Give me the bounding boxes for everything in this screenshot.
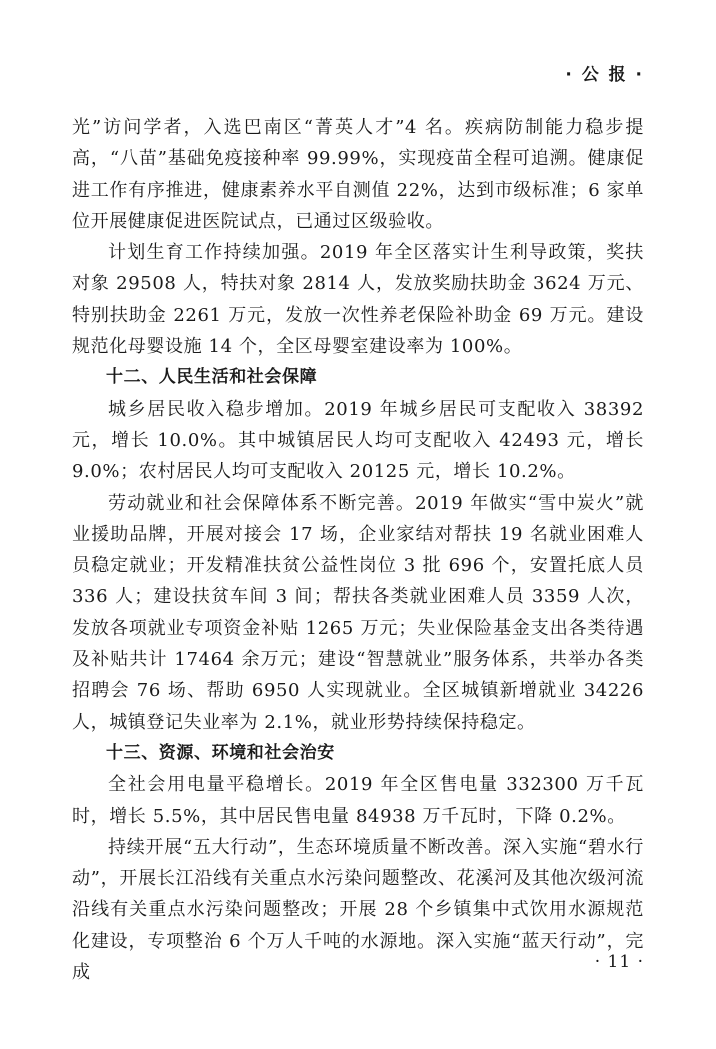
paragraph: 光”访问学者，入选巴南区“菁英人才”4 名。疾病防制能力稳步提高，“八苗”基础免疫接种率 99.99%，实现疫苗全程可追溯。健康促进工作有序推进，健康素养水平自测值 22%，达到市级标准；6 家单位开展健康促进医院试点，已通过区级验收。 — [72, 117, 644, 232]
running-header: · 公 报 · — [565, 65, 644, 85]
paragraph: 劳动就业和社会保障体系不断完善。2019 年做实“雪中炭火”就业援助品牌，开展对接会 17 场，企业家结对帮扶 19 名就业困难人员稳定就业；开发精准扶贫公益性岗位 3 批 696 个，安置托底人员 336 人；建设扶贫车间 3 间；帮扶各类就业困难人员 3359 人次，发放各项就业专项资金补贴 1265 万元；失业保险基金支出各类待遇及补贴共计 17464 余万元；建设“智慧就业”服务体系，共举办各类招聘会 76 场、帮助 6950 人实现就业。全区城镇新增就业 34226 人，城镇登记失业率为 2.1%，就业形势持续保持稳定。 — [72, 492, 644, 733]
page-number: · 11 · — [594, 952, 644, 972]
section-heading: 十二、人民生活和社会保障 — [106, 367, 318, 388]
section-heading: 十三、资源、环境和社会治安 — [106, 742, 335, 763]
paragraph: 持续开展“五大行动”，生态环境质量不断改善。深入实施“碧水行动”，开展长江沿线有关重点水污染问题整改、花溪河及其他次级河流沿线有关重点水污染问题整改；开展 28 个乡镇集中式饮用水源规范化建设，专项整治 6 个万人千吨的水源地。深入实施“蓝天行动”，完成 — [72, 836, 644, 984]
paragraph: 城乡居民收入稳步增加。2019 年城乡居民可支配收入 38392 元，增长 10.0%。其中城镇居民人均可支配收入 42493 元，增长 9.0%；农村居民人均可支配收入 20125 元，增长 10.2%。 — [72, 398, 644, 483]
article-body — [72, 112, 644, 988]
paragraph: 计划生育工作持续加强。2019 年全区落实计生利导政策，奖扶对象 29508 人，特扶对象 2814 人，发放奖励扶助金 3624 万元、特别扶助金 2261 万元，发放一次性养老保险补助金 69 万元。建设规范化母婴设施 14 个，全区母婴室建设率为 100%。 — [72, 242, 644, 358]
paragraph: 全社会用电量平稳增长。2019 年全区售电量 332300 万千瓦时，增长 5.5%，其中居民售电量 84938 万千瓦时，下降 0.2%。 — [72, 774, 644, 827]
